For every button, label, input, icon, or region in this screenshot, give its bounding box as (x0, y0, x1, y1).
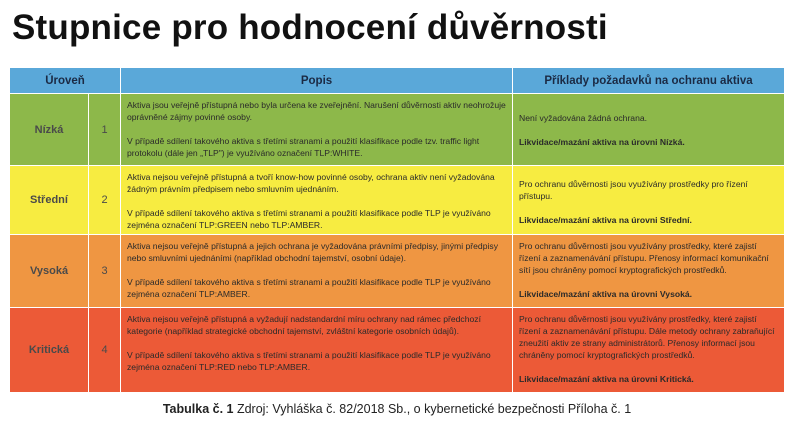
table-row-low (10, 94, 785, 166)
description-text: Aktiva nejsou veřejně přístupná a tvoří know-how povinné osoby, ochrana aktiv není vyžadována žádným právním předpisem nebo smluvním ujednáním. (127, 172, 495, 194)
description-tlp-text: V případě sdílení takového aktiva s třetími stranami a použití klasifikace podle TLP je využíváno zejména označení TLP:GREEN nebo TLP:AMBER. (127, 208, 491, 230)
requirements-cell (513, 94, 785, 166)
header-examples: Příklady požadavků na ochranu aktiva (513, 68, 785, 94)
requirements-text: Pro ochranu důvěrnosti jsou využívány prostředky pro řízení přístupu. (519, 179, 748, 201)
page-title: Stupnice pro hodnocení důvěrnosti (12, 8, 608, 47)
header-description: Popis (121, 68, 513, 94)
level-name: Kritická (10, 308, 89, 393)
caption-label: Tabulka č. 1 (162, 402, 234, 416)
description-text: Aktiva jsou veřejně přístupná nebo byla určena ke zveřejnění. Narušení důvěrnosti aktiv neohrožuje oprávněné zájmy povinné osoby. (127, 100, 506, 122)
level-number: 3 (89, 235, 121, 308)
caption-source: Zdroj: Vyhláška č. 82/2018 Sb., o kybernetické bezpečnosti Příloha č. 1 (233, 402, 632, 416)
description-tlp-text: V případě sdílení takového aktiva s třetími stranami a použití klasifikace podle TLP je využíváno zejména označení TLP:RED nebo TLP:AMBER. (127, 350, 491, 372)
description-text: Aktiva nejsou veřejně přístupná a jejich ochrana je vyžadována právními předpisy, jinými předpisy nebo smluvními ujednáními (například obchodní tajemství, osobní údaje). (127, 241, 498, 263)
disposal-text: Likvidace/mazání aktiva na úrovni Nízká. (519, 137, 685, 147)
requirements-cell (513, 235, 785, 308)
level-number: 2 (89, 166, 121, 235)
description-cell (121, 166, 513, 235)
description-cell (121, 235, 513, 308)
description-tlp-text: V případě sdílení takového aktiva s třetími stranami a použití klasifikace podle TLP je využíváno zejména označení TLP:AMBER. (127, 277, 491, 299)
table-row-high (10, 235, 785, 308)
disposal-text: Likvidace/mazání aktiva na úrovni Kritická. (519, 374, 694, 384)
description-cell (121, 94, 513, 166)
level-name: Střední (10, 166, 89, 235)
table-header-row (10, 68, 785, 94)
level-name: Vysoká (10, 235, 89, 308)
level-number: 1 (89, 94, 121, 166)
description-cell (121, 308, 513, 393)
description-tlp-text: V případě sdílení takového aktiva s třetími stranami a použití klasifikace podle tzv. traffic light protokolu (dále jen „TLP") je využíváno označení TLP:WHITE. (127, 136, 480, 158)
confidentiality-scale-table (9, 67, 785, 393)
requirements-cell (513, 308, 785, 393)
table-caption (0, 402, 794, 416)
table-row-critical (10, 308, 785, 393)
requirements-text: Pro ochranu důvěrnosti jsou využívány prostředky, které zajistí řízení a zaznamenávání přístupu. Dále metody ochrany zabraňující zneužití aktiv ze strany administrátorů. Přenosy informací jsou chráněny pomocí kryptografických prostředků. (519, 314, 775, 360)
header-level: Úroveň (10, 68, 121, 94)
description-text: Aktiva nejsou veřejně přístupná a vyžadují nadstandardní míru ochrany nad rámec předchozí kategorie (například strategické obchodní tajemství, zvláštní kategorie osobních údajů). (127, 314, 481, 336)
disposal-text: Likvidace/mazání aktiva na úrovni Vysoká. (519, 289, 693, 299)
requirements-cell (513, 166, 785, 235)
table-row-medium (10, 166, 785, 235)
level-number: 4 (89, 308, 121, 393)
requirements-text: Není vyžadována žádná ochrana. (519, 113, 648, 123)
requirements-text: Pro ochranu důvěrnosti jsou využívány prostředky, které zajistí řízení a zaznamenávání přístupu. Přenosy informací komunikační sítí jsou chráněny pomocí kryptografických prostředků. (519, 241, 769, 275)
level-name: Nízká (10, 94, 89, 166)
disposal-text: Likvidace/mazání aktiva na úrovni Střední. (519, 215, 692, 225)
